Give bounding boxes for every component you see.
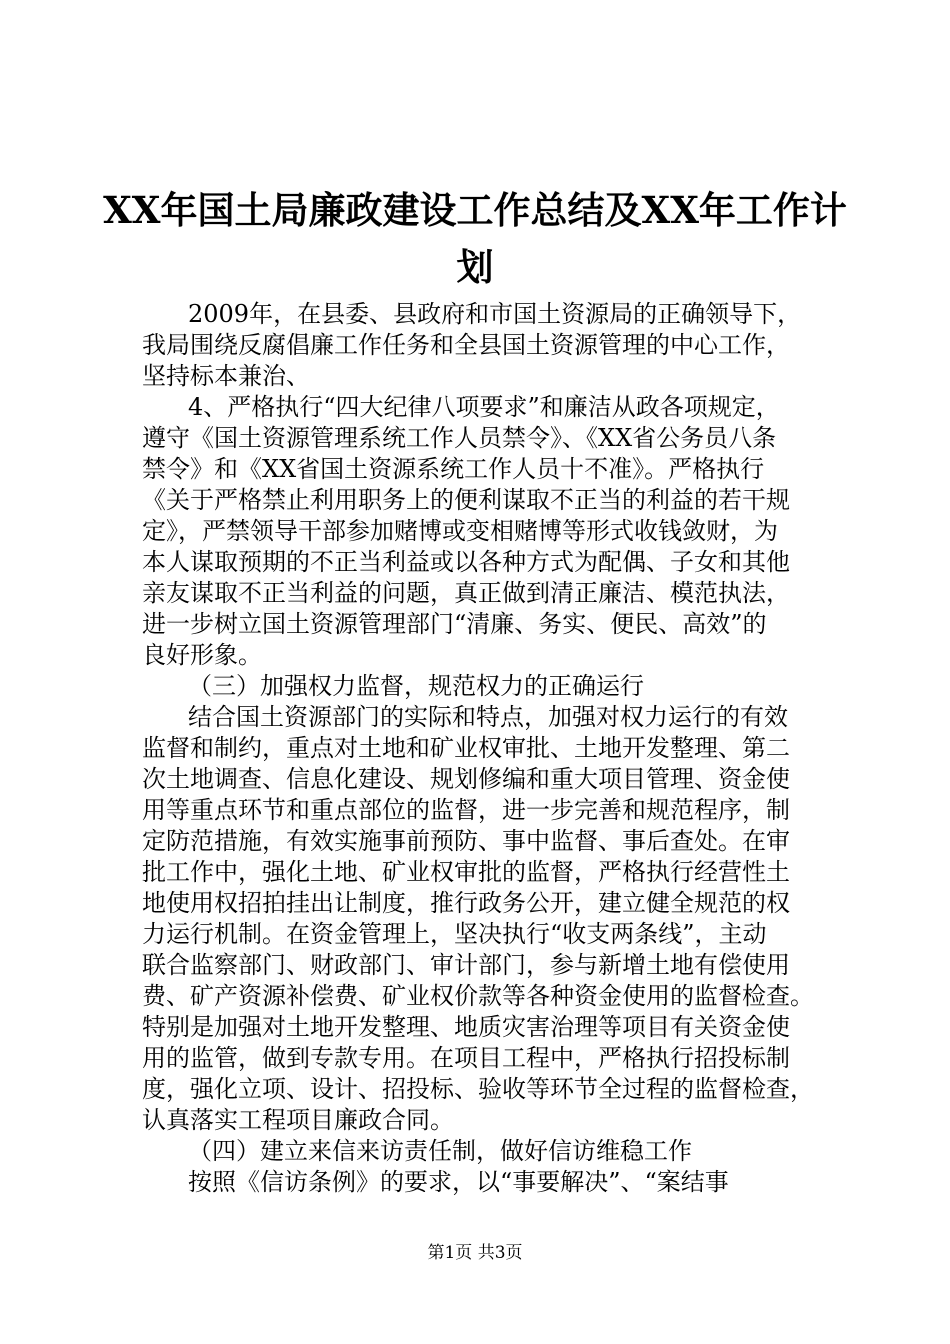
page-number-footer: 第1页 共3页: [427, 1243, 523, 1263]
body-line: 良好形象。: [142, 641, 262, 669]
body-line: 地使用权招拍挂出让制度，推行政务公开，建立健全规范的权: [142, 889, 790, 917]
body-line: 遵守《国土资源管理系统工作人员禁令》、《XX省公务员八条: [142, 424, 777, 452]
body-line: 结合国土资源部门的实际和特点，加强对权力运行的有效: [188, 703, 788, 731]
body-line: 认真落实工程项目廉政合同。: [142, 1106, 454, 1134]
body-line: 本人谋取预期的不正当利益或以各种方式为配偶、子女和其他: [142, 548, 790, 576]
body-line: 批工作中，强化土地、矿业权审批的监督，严格执行经营性土: [142, 858, 790, 886]
section-heading: （四）建立来信来访责任制，做好信访维稳工作: [188, 1137, 692, 1165]
body-line: 特别是加强对土地开发整理、地质灾害治理等项目有关资金使: [142, 1013, 790, 1041]
body-line: 费、矿产资源补偿费、矿业权价款等各种资金使用的监督检查。: [142, 982, 814, 1010]
body-line: 监督和制约，重点对土地和矿业权审批、土地开发整理、第二: [142, 734, 790, 762]
body-line: 次土地调查、信息化建设、规划修编和重大项目管理、资金使: [142, 765, 790, 793]
body-line: 按照《信访条例》的要求，以“事要解决”、“案结事: [188, 1168, 729, 1196]
body-line: 2009年，在县委、县政府和市国土资源局的正确领导下，: [188, 300, 802, 328]
body-line: 力运行机制。在资金管理上，坚决执行“收支两条线”，主动: [142, 920, 767, 948]
section-heading: （三）加强权力监督，规范权力的正确运行: [188, 672, 644, 700]
body-line: 联合监察部门、财政部门、审计部门，参与新增土地有偿使用: [142, 951, 790, 979]
body-line: 定》，严禁领导干部参加赌博或变相赌博等形式收钱敛财，为: [142, 517, 778, 545]
body-line: 进一步树立国土资源管理部门“清廉、务实、便民、高效”的: [142, 610, 767, 638]
body-line: 度，强化立项、设计、招投标、验收等环节全过程的监督检查，: [142, 1075, 814, 1103]
body-line: 我局围绕反腐倡廉工作任务和全县国土资源管理的中心工作，: [142, 331, 790, 359]
body-line: 禁令》和《XX省国土资源系统工作人员十不准》。严格执行: [142, 455, 765, 483]
document-title-line-1: XX年国土局廉政建设工作总结及XX年工作计: [103, 188, 847, 232]
body-line: 4、严格执行“四大纪律八项要求”和廉洁从政各项规定，: [188, 393, 780, 421]
body-line: 用等重点环节和重点部位的监督，进一步完善和规范程序，制: [142, 796, 790, 824]
body-line: 坚持标本兼治、: [142, 362, 310, 390]
body-line: 《关于严格禁止利用职务上的便利谋取不正当的利益的若干规: [142, 486, 790, 514]
body-line: 用的监管，做到专款专用。在项目工程中，严格执行招投标制: [142, 1044, 790, 1072]
document-title-line-2: 划: [456, 245, 494, 289]
body-line: 亲友谋取不正当利益的问题，真正做到清正廉洁、模范执法，: [142, 579, 790, 607]
body-line: 定防范措施，有效实施事前预防、事中监督、事后查处。在审: [142, 827, 790, 855]
